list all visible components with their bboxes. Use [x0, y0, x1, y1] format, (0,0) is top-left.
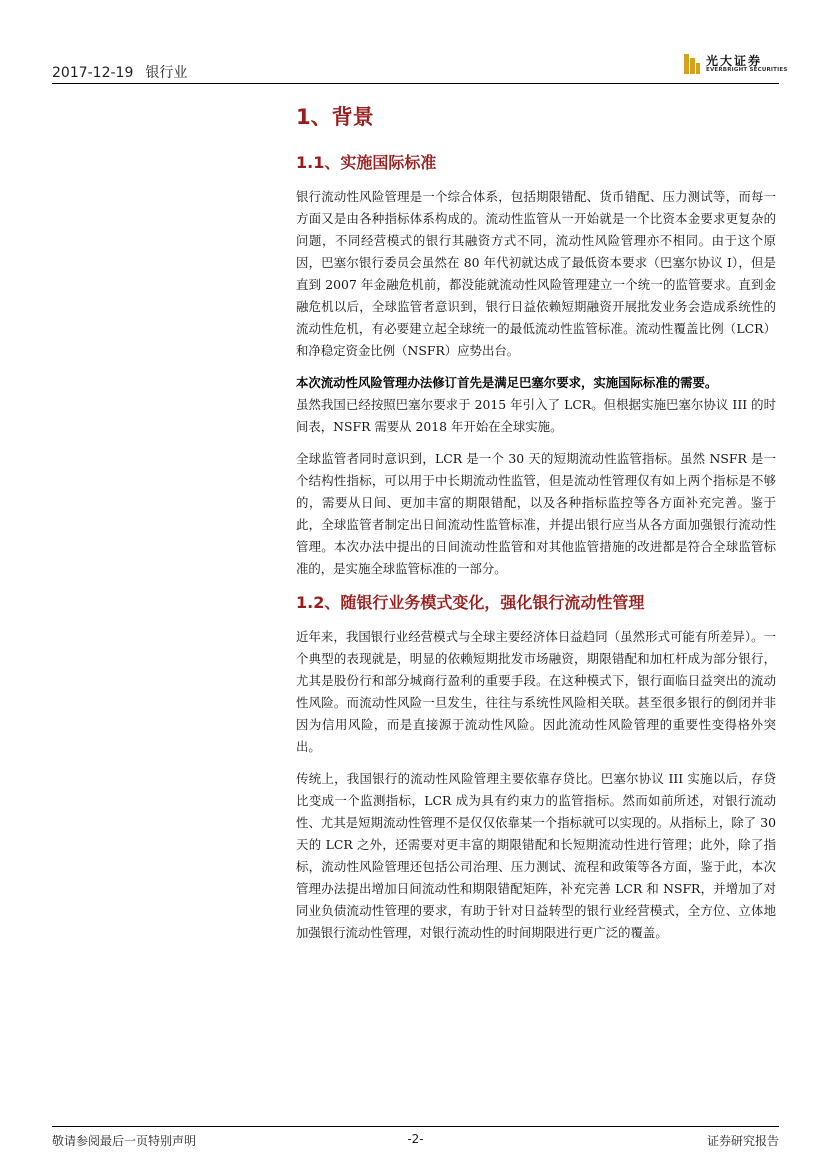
page-footer: [52, 1132, 779, 1152]
report-date: 2017-12-19: [52, 65, 134, 81]
logo-text-cn: 光大证券: [706, 54, 763, 68]
company-logo: [684, 52, 788, 78]
disclaimer-note: 敬请参阅最后一页特别声明: [52, 1134, 197, 1148]
logo-mark-icon: [684, 54, 700, 74]
header-info: [52, 62, 187, 82]
paragraph: 全球监管者同时意识到，LCR 是一个 30 天的短期流动性监管指标。虽然 NSFR 是一个结构性指标，可以用于中长期流动性监管，但是流动性管理仅有如上两个指标是不够的，需要从日间、更加丰富的期限错配，以及各种指标监控等各方面补充完善。鉴于此，全球监管者制定出日间流动性监管标准，并提出银行应当从各方面加强银行流动性管理。本次办法中提出的日间流动性监管和对其他监管措施的改进都是符合全球监管标准的，是实施全球监管标准的一部分。: [296, 451, 776, 576]
paragraph: 近年来，我国银行业经营模式与全球主要经济体日益趋同（虽然形式可能有所差异）。一个典型的表现就是，明显的依赖短期批发市场融资，期限错配和加杠杆成为部分银行，尤其是股份行和部分城商行盈利的重要手段。在这种模式下，银行面临日益突出的流动性风险。而流动性风险一旦发生，往往与系统性风险相关联。甚至很多银行的倒闭并非因为信用风险，而是直接源于流动性风险。因此流动性风险管理的重要性变得格外突出。: [296, 629, 776, 754]
report-type: 证券研究报告: [706, 1134, 779, 1148]
bold-lead-sentence: 本次流动性风险管理办法修订首先是满足巴塞尔要求，实施国际标准的需要。: [296, 375, 718, 390]
main-content: [296, 100, 776, 944]
page-header: [52, 52, 788, 82]
page-number: -2-: [407, 1132, 424, 1146]
logo-text-en: EVERBRIGHT SECURITIES: [706, 67, 788, 73]
paragraph: 传统上，我国银行的流动性风险管理主要依靠存贷比。巴塞尔协议 III 实施以后，存贷比变成一个监测指标，LCR 成为具有约束力的监管指标。然而如前所述，对银行流动性、尤其是短期流动性管理不是仅仅依靠某一个指标就可以实现的。从指标上，除了 30 天的 LCR 之外，还需要对更丰富的期限错配和长短期流动性进行管理；此外，除了指标，流动性风险管理还包括公司治理、压力测试、流程和政策等各方面，鉴于此，本次管理办法提出增加日间流动性和期限错配矩阵，补充完善 LCR 和 NSFR，并增加了对同业负债流动性管理的要求，有助于针对日益转型的银行业经营模式，全方位、立体地加强银行流动性管理，对银行流动性的时间期限进行更广泛的覆盖。: [296, 771, 776, 940]
subsection-title-1-2: 1.2、随银行业务模式变化，强化银行流动性管理: [296, 593, 645, 612]
footer-divider: [52, 1126, 779, 1127]
section-title: 1、背景: [296, 105, 374, 129]
paragraph: 虽然我国已经按照巴塞尔要求于 2015 年引入了 LCR。但根据实施巴塞尔协议 III 的时间表，NSFR 需要从 2018 年开始在全球实施。: [296, 397, 776, 434]
subsection-title-1-1: 1.1、实施国际标准: [296, 153, 437, 172]
header-divider: [52, 83, 779, 84]
paragraph: 银行流动性风险管理是一个综合体系，包括期限错配、货币错配、压力测试等，而每一方面又是由各种指标体系构成的。流动性监管从一开始就是一个比资本金要求更复杂的问题，不同经营模式的银行其融资方式不同，流动性风险管理亦不相同。由于这个原因，巴塞尔银行委员会虽然在 80 年代初就达成了最低资本要求（巴塞尔协议 I），但是直到 2007 年金融危机前，都没能就流动性风险管理建立一个统一的监管要求。直到金融危机以后，全球监管者意识到，银行日益依赖短期融资开展批发业务会造成系统性的流动性危机，有必要建立起全球统一的最低流动性监管标准。流动性覆盖比例（LCR）和净稳定资金比例（NSFR）应势出台。: [296, 189, 776, 358]
industry-label: 银行业: [145, 65, 188, 81]
